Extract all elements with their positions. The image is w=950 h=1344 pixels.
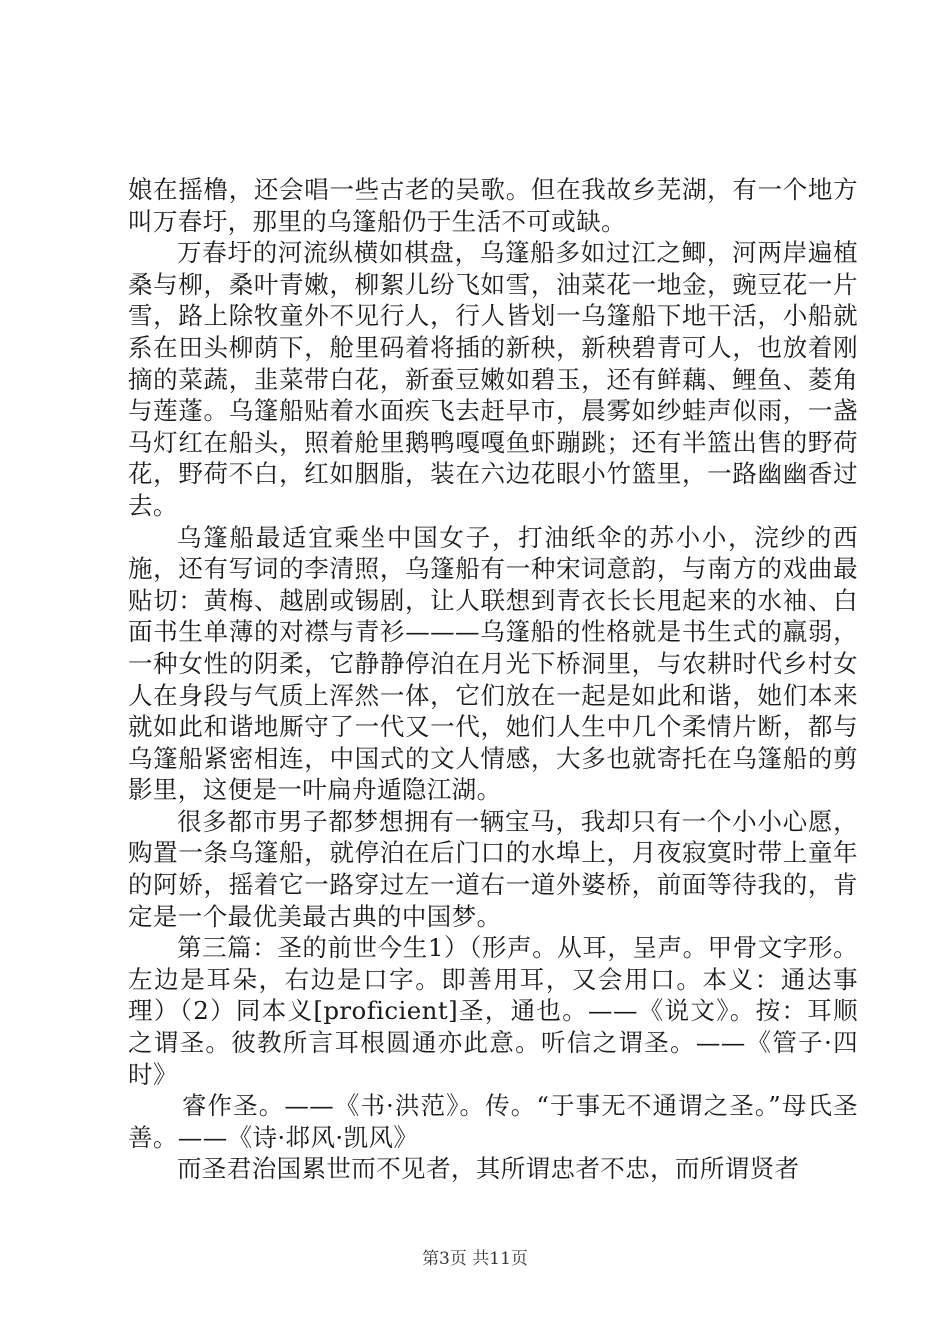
page-number-label: 第3页 共11页 bbox=[422, 1249, 528, 1269]
paragraph-5: 第三篇：圣的前世今生1）（形声。从耳，呈声。甲骨文字形。左边是耳朵，右边是口字。即善用耳，又会用口。本义：通达事理）（2）同本义[proficient]圣，通也。——《说文》。按：耳顺之谓圣。彼教所言耳根圆通亦此意。听信之谓圣。——《管子·四时》 bbox=[128, 933, 858, 1089]
paragraph-3: 乌篷船最适宜乘坐中国女子，打油纸伞的苏小小，浣纱的西施，还有写词的李清照，乌篷船有一种宋词意韵，与南方的戏曲最贴切：黄梅、越剧或锡剧，让人联想到青衣长长甩起来的水袖、白面书生单薄的对襟与青衫———乌篷船的性格就是书生式的羸弱，一种女性的阴柔，它静静停泊在月光下桥洞里，与农耕时代乡村女人在身段与气质上浑然一体，它们放在一起是如此和谐，她们本来就如此和谐地厮守了一代又一代，她们人生中几个柔情片断，都与乌篷船紧密相连，中国式的文人情感，大多也就寄托在乌篷船的剪影里，这便是一叶扁舟遁隐江湖。 bbox=[128, 522, 858, 805]
paragraph-7: 而圣君治国累世而不见者，其所谓忠者不忠，而所谓贤者 bbox=[177, 1154, 800, 1184]
page-footer bbox=[0, 1244, 950, 1269]
paragraph-6: 睿作圣。——《书·洪范》。传。“于事无不通谓之圣。”母氏圣善。——《诗·邶风·凯风》 bbox=[128, 1091, 858, 1152]
paragraph-4: 很多都市男子都梦想拥有一辆宝马，我却只有一个小小心愿，购置一条乌篷船，就停泊在后门口的水埠上，月夜寂寞时带上童年的阿娇，摇着它一路穿过左一道右一道外婆桥，前面等待我的，肯定是一个最优美最古典的中国梦。 bbox=[128, 806, 858, 931]
paragraph-2: 万春圩的河流纵横如棋盘，乌篷船多如过江之鲫，河两岸遍植桑与柳，桑叶青嫩，柳絮儿纷飞如雪，油菜花一地金，豌豆花一片雪，路上除牧童外不见行人，行人皆划一乌篷船下地干活，小船就系在田头柳荫下，舱里码着将插的新秧，新秧碧青可人，也放着刚摘的菜蔬，韭菜带白花，新蚕豆嫩如碧玉，还有鲜藕、鲤鱼、菱角与莲蓬。乌篷船贴着水面疾飞去赶早市，晨雾如纱蛙声似雨，一盏马灯红在船头，照着舱里鹅鸭嘎嘎鱼虾蹦跳；还有半篮出售的野荷花，野荷不白，红如胭脂，装在六边花眼小竹篮里，一路幽幽香过去。 bbox=[128, 238, 858, 520]
paragraph-1: 娘在摇橹，还会唱一些古老的吴歌。但在我故乡芜湖，有一个地方叫万春圩，那里的乌篷船仍于生活不可或缺。 bbox=[128, 175, 858, 236]
document-body bbox=[128, 174, 858, 1185]
